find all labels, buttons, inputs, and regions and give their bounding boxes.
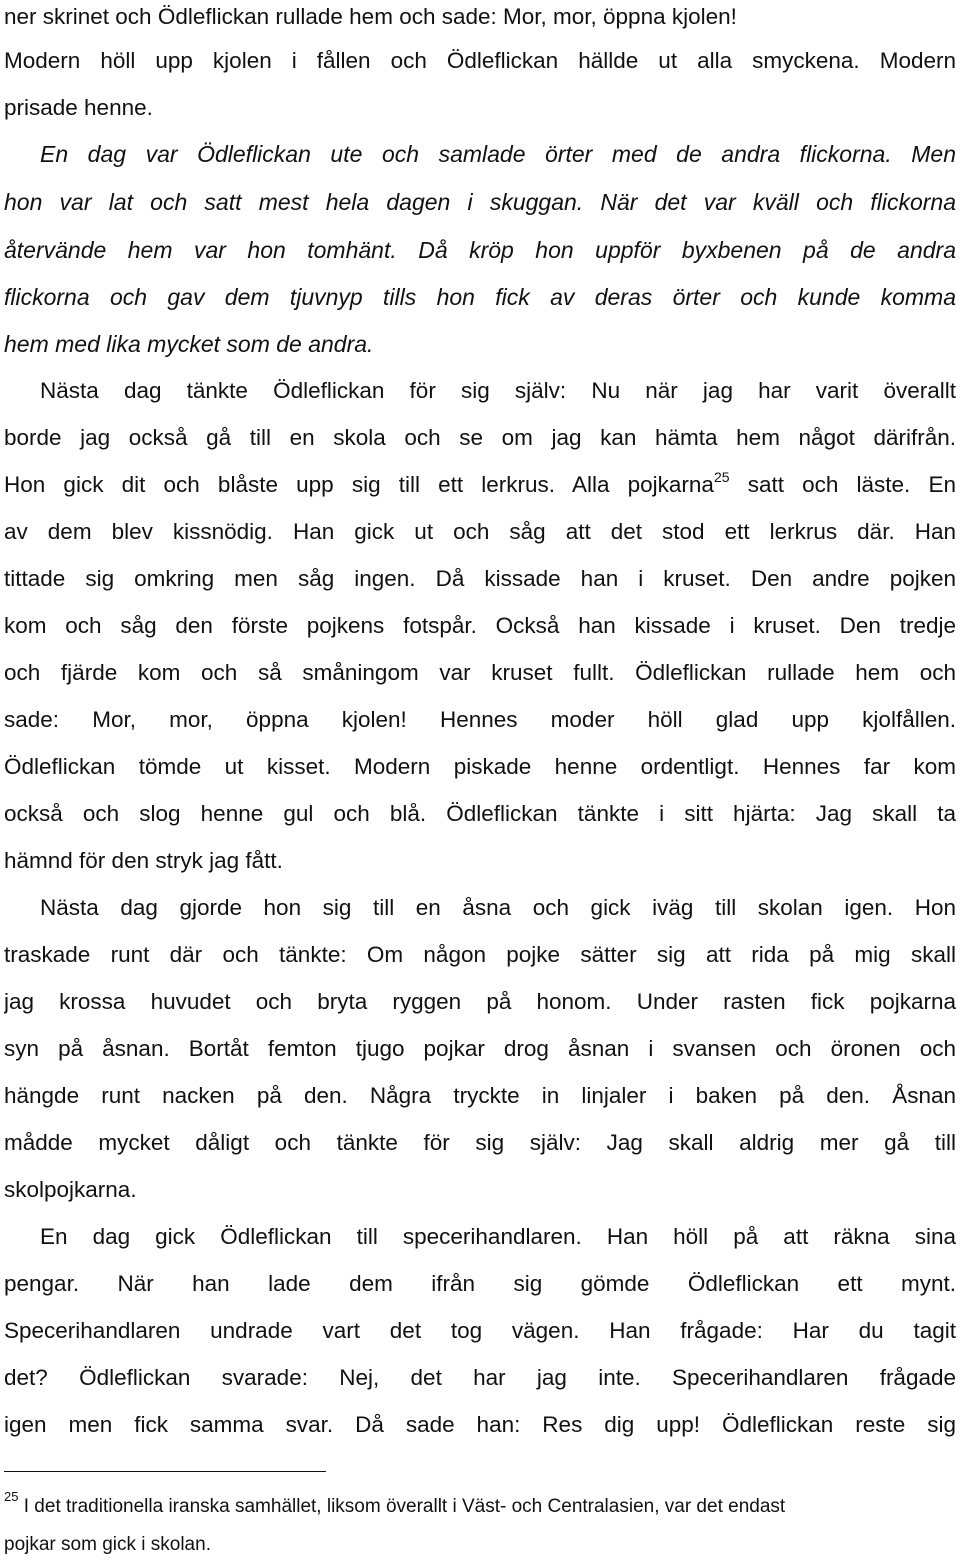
text-line: också och slog henne gul och blå. Ödleflickan tänkte i sitt hjärta: Jag skall ta: [4, 801, 956, 826]
footnote-line: [4, 1490, 956, 1524]
text-line: hängde runt nacken på den. Några tryckte in linjaler i baken på den. Åsnan: [4, 1083, 956, 1108]
footnote-text: I det traditionella iranska samhället, liksom överallt i Väst- och Centralasien, var det endast: [23, 1496, 786, 1517]
text-line: igen men fick samma svar. Då sade han: Res dig upp! Ödleflickan reste sig: [4, 1412, 956, 1437]
text-line: pengar. När han lade dem ifrån sig gömde Ödleflickan ett mynt.: [4, 1271, 956, 1296]
text-line: hem med lika mycket som de andra.: [4, 331, 374, 357]
text-line: återvände hem var hon tomhänt. Då kröp hon uppför byxbenen på de andra: [4, 237, 956, 263]
text-line: Nästa dag tänkte Ödleflickan för sig själv: Nu när jag har varit överallt: [40, 378, 956, 403]
text-line: det? Ödleflickan svarade: Nej, det har jag inte. Specerihandlaren frågade: [4, 1365, 956, 1390]
text-line: sade: Mor, mor, öppna kjolen! Hennes moder höll glad upp kjolfållen.: [4, 707, 956, 732]
text-line: borde jag också gå till en skola och se om jag kan hämta hem något därifrån.: [4, 425, 956, 450]
text-line: traskade runt där och tänkte: Om någon pojke sätter sig att rida på mig skall: [4, 942, 956, 967]
text-line: tittade sig omkring men såg ingen. Då kissade han i kruset. Den andre pojken: [4, 566, 956, 591]
text-line: Ödleflickan tömde ut kisset. Modern piskade henne ordentligt. Hennes far kom: [4, 754, 956, 779]
footnote-marker: 25: [713, 468, 730, 485]
text-line: hon var lat och satt mest hela dagen i skuggan. När det var kväll och flickorna: [4, 189, 956, 215]
text-line: kom och såg den förste pojkens fotspår. Också han kissade i kruset. Den tredje: [4, 613, 956, 638]
text-line: ner skrinet och Ödleflickan rullade hem och sade: Mor, mor, öppna kjolen!: [4, 4, 737, 29]
footnote-number: 25: [4, 1490, 19, 1504]
footnote-line: pojkar som gick i skolan.: [4, 1534, 211, 1555]
text-line: och fjärde kom och så småningom var kruset fullt. Ödleflickan rullade hem och: [4, 660, 956, 685]
text-line: av dem blev kissnödig. Han gick ut och såg att det stod ett lerkrus där. Han: [4, 519, 956, 544]
text-line: flickorna och gav dem tjuvnyp tills hon fick av deras örter och kunde komma: [4, 284, 956, 310]
text-line: skolpojkarna.: [4, 1177, 137, 1202]
text-line: mådde mycket dåligt och tänkte för sig själv: Jag skall aldrig mer gå till: [4, 1130, 956, 1155]
text-line: hämnd för den stryk jag fått.: [4, 848, 283, 873]
text-line: En dag gick Ödleflickan till specerihandlaren. Han höll på att räkna sina: [40, 1224, 956, 1249]
text-line: jag krossa huvudet och bryta ryggen på honom. Under rasten fick pojkarna: [4, 989, 956, 1014]
text-line: prisade henne.: [4, 95, 153, 120]
text-line: [4, 465, 956, 505]
footnote-separator: [4, 1471, 326, 1472]
text-line: Modern höll upp kjolen i fållen och Ödleflickan hällde ut alla smyckena. Modern: [4, 48, 956, 73]
text-line: syn på åsnan. Bortåt femton tjugo pojkar drog åsnan i svansen och öronen och: [4, 1036, 956, 1061]
text-line: En dag var Ödleflickan ute och samlade örter med de andra flickorna. Men: [40, 141, 956, 167]
text-line: Specerihandlaren undrade vart det tog vägen. Han frågade: Har du tagit: [4, 1318, 956, 1343]
text-line: Nästa dag gjorde hon sig till en åsna och gick iväg till skolan igen. Hon: [40, 895, 956, 920]
text-fragment: Hon gick dit och blåste upp sig till ett lerkrus. Alla pojkarna: [4, 472, 714, 497]
text-fragment: satt och läste. En: [747, 472, 956, 497]
